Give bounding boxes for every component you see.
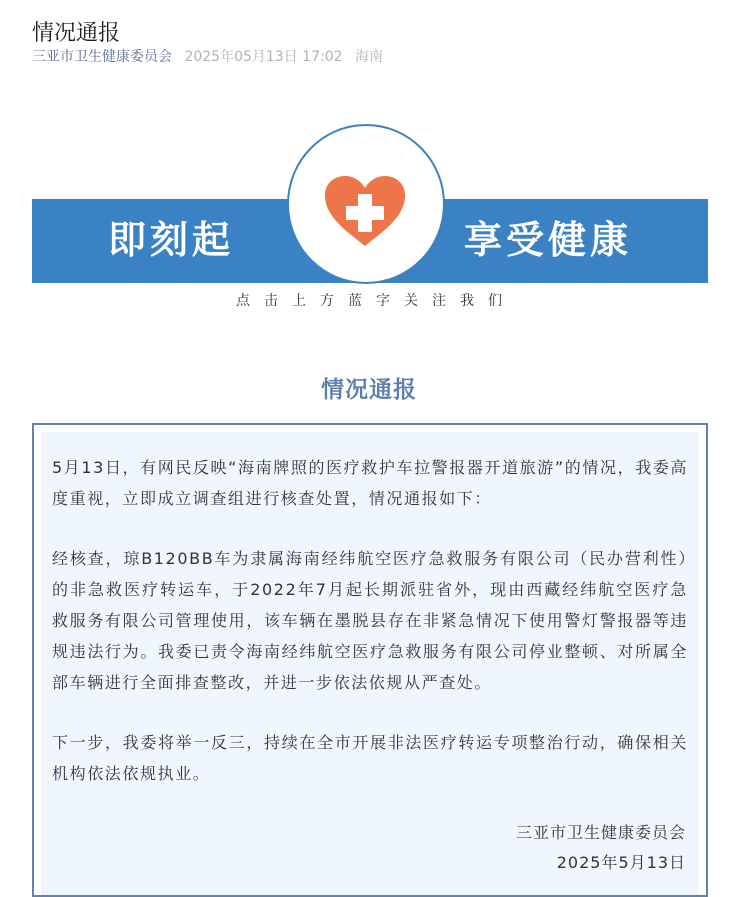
publish-time: 2025年05月13日 17:02 [184,49,343,65]
publish-location: 海南 [354,49,383,65]
notice-box [32,423,708,897]
notice-paragraph: 5月13日，有网民反映“海南牌照的医疗救护车拉警报器开道旅游”的情况，我委高度重视，立即成立调查组进行核查处置，情况通报如下： [52,458,688,508]
article-title: 情况通报 [32,20,121,46]
notice-signature: 三亚市卫生健康委员会 [515,823,686,842]
notice-content [41,432,699,895]
banner-right-text: 享受健康 [464,218,633,262]
banner-left-text: 即刻起 [108,218,235,262]
notice-heading: 情况通报 [321,377,417,403]
account-name-link[interactable]: 三亚市卫生健康委员会 [32,49,172,65]
banner-subtitle: 点击上方蓝字关注我们 [236,293,516,309]
notice-paragraph: 下一步，我委将举一反三，持续在全市开展非法医疗转运专项整治行动，确保相关机构依法依规执业。 [52,733,688,783]
header-banner-image [0,0,738,330]
notice-paragraph: 经核查，琼B120BB车为隶属海南经纬航空医疗急救服务有限公司（民办营利性）的非急救医疗转运车，于2022年7月起长期派驻省外，现由西藏经纬航空医疗急救服务有限公司管理使用，该车辆在墨脱县存在非紧急情况下使用警灯警报器等违规违法行为。我委已责令海南经纬航空医疗急救服务有限公司停业整顿、对所属全部车辆进行全面排查整改，并进一步依法依规从严查处。 [52,549,688,692]
heart-medical-cross-icon [322,175,408,247]
notice-date: 2025年5月13日 [556,853,686,872]
